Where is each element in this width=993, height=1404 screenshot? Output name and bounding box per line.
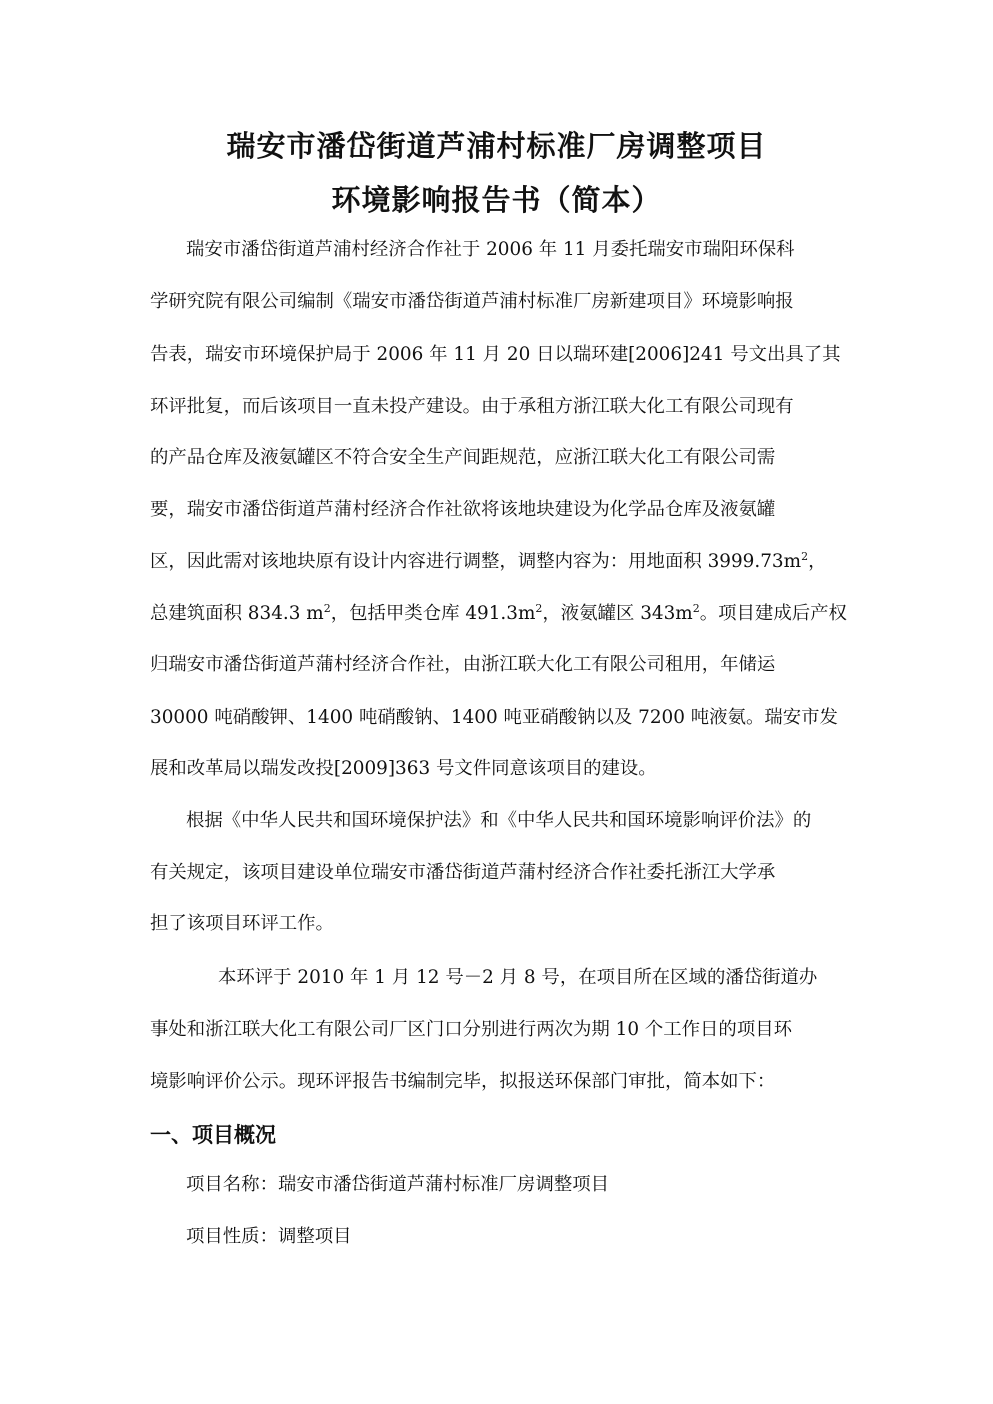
- paragraph-1-line-9: 归瑞安市潘岱街道芦蒲村经济合作社，由浙江联大化工有限公司租用，年储运: [150, 654, 776, 675]
- paragraph-3-line-2: 事处和浙江联大化工有限公司厂区门口分别进行两次为期 10 个工作日的项目环: [150, 1019, 792, 1040]
- document-title: 瑞安市潘岱街道芦浦村标准厂房调整项目: [226, 129, 767, 163]
- document-subtitle: 环境影响报告书（简本）: [331, 183, 662, 217]
- paragraph-2-line-1: 根据《中华人民共和国环境保护法》和《中华人民共和国环境影响评价法》的: [186, 810, 812, 831]
- paragraph-2-line-2: 有关规定，该项目建设单位瑞安市潘岱街道芦蒲村经济合作社委托浙江大学承: [150, 862, 776, 883]
- field-project-name: [186, 1170, 886, 1200]
- paragraph-1-line-10: 30000 吨硝酸钾、1400 吨硝酸钠、1400 吨亚硝酸钠以及 7200 吨液氨。瑞安市发: [150, 707, 838, 728]
- paragraph-1-line-6: 要，瑞安市潘岱街道芦蒲村经济合作社欲将该地块建设为化学品仓库及液氨罐: [150, 499, 776, 520]
- paragraph-3-line-3: 境影响评价公示。现环评报告书编制完毕，拟报送环保部门审批，简本如下：: [150, 1071, 776, 1092]
- paragraph-1-line-8-a: 总建筑面积 834.3 m: [150, 603, 324, 624]
- paragraph-3-line-1: 本环评于 2010 年 1 月 12 号－2 月 8 号，在项目所在区域的潘岱街道办: [218, 967, 818, 988]
- paragraph-1-line-7-text: 区，因此需对该地块原有设计内容进行调整，调整内容为：用地面积 3999.73m: [150, 551, 802, 572]
- superscript-2: 2: [535, 601, 543, 615]
- paragraph-1-line-3: 告表，瑞安市环境保护局于 2006 年 11 月 20 日以瑞环建[2006]241 号文出具了其: [150, 344, 841, 365]
- superscript-2: 2: [801, 549, 809, 563]
- field-label: 项目名称：: [186, 1174, 278, 1195]
- paragraph-1-line-8-c: ，液氨罐区 343m: [542, 603, 693, 624]
- field-project-nature: [186, 1222, 886, 1252]
- section-heading-project-overview: 一、项目概况: [150, 1122, 276, 1147]
- field-value: 瑞安市潘岱街道芦蒲村标准厂房调整项目: [277, 1174, 610, 1195]
- paragraph-1-line-8: [150, 599, 850, 629]
- paragraph-1-line-8-d: 。项目建成后产权: [699, 603, 847, 624]
- superscript-2: 2: [692, 601, 700, 615]
- paragraph-1-line-2: 学研究院有限公司编制《瑞安市潘岱街道芦浦村标准厂房新建项目》环境影响报: [150, 291, 794, 312]
- paragraph-1-line-5: 的产品仓库及液氨罐区不符合安全生产间距规范，应浙江联大化工有限公司需: [150, 447, 776, 468]
- superscript-2: 2: [323, 601, 331, 615]
- paragraph-1-line-11: 展和改革局以瑞发改投[2009]363 号文件同意该项目的建设。: [150, 758, 657, 779]
- paragraph-1-line-7-end: ，: [808, 551, 827, 572]
- paragraph-1-line-4: 环评批复，而后该项目一直未投产建设。由于承租方浙江联大化工有限公司现有: [150, 396, 794, 417]
- paragraph-1-line-1: 瑞安市潘岱街道芦浦村经济合作社于 2006 年 11 月委托瑞安市瑞阳环保科: [186, 239, 795, 260]
- paragraph-1-line-7: [150, 547, 850, 577]
- paragraph-1-line-8-b: ，包括甲类仓库 491.3m: [330, 603, 536, 624]
- paragraph-2-line-3: 担了该项目环评工作。: [150, 913, 334, 934]
- field-label: 项目性质：: [186, 1226, 278, 1247]
- field-value: 调整项目: [277, 1226, 352, 1247]
